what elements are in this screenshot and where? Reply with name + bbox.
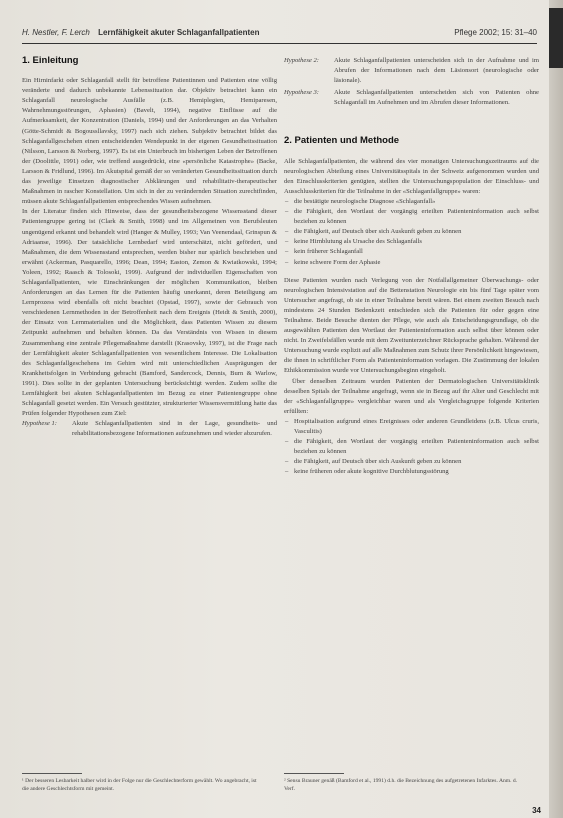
footnote-right: ² Sensu Brauner genäß (Bamford et al., 1991) d.h. die Bezeichnung des aufgetretenen Infarktes. Anm. d. Verf. <box>284 778 518 792</box>
section-heading-einleitung: 1. Einleitung <box>22 55 79 66</box>
criterion-item: – keine früheren oder akute kognitive Durchblutungsstörung <box>294 467 539 477</box>
comparison-criteria-list <box>284 417 539 478</box>
criterion-item: – kein früherer Schlaganfall <box>294 247 539 257</box>
hypothesis-label: Hypothese 2: <box>284 57 319 64</box>
criterion-item: – keine Hirnblutung als Ursache des Schlaganfalls <box>294 237 539 247</box>
hypothesis-label: Hypothese 3: <box>284 89 319 97</box>
method-paragraph-3: Über denselben Zeitraum wurden Patienten der Dermatologischen Universitätsklinik desselben Spitals der Teilnahme angefragt, wenn sie in Bezug auf ihr Alter und Geschlecht mit der «Schlaganfallgruppe» vergleichbar waren und als Vergleichsgruppe folgende Kriterien erfüllten: <box>284 377 539 415</box>
hypothesis-text: Akute Schlaganfallpatienten sind in der Lage, gesundheits- und rehabilitationsbezogene Informationen aufzunehmen und wieder abzurufen. <box>72 420 277 438</box>
criterion-item: – die bestätigte neurologische Diagnose «Schlaganfall» <box>294 197 539 207</box>
footnote-left: ¹ Der besseren Lesbarkeit halber wird in der Folge nur die Geschlechterform gewählt. Wo angebracht, ist die andere Geschlechtsform mit gemeint. <box>22 778 257 792</box>
hypothesis-2 <box>284 56 539 86</box>
page-number: 34 <box>532 806 541 815</box>
criterion-item: – keine schwere Form der Aphasie <box>294 258 539 268</box>
hypothesis-text: Akute Schlaganfallpatienten unterscheiden sich von Patienten ohne Schlaganfall im Aufnehmen und im Abrufen dieser Informationen. <box>334 89 539 107</box>
hypothesis-text: Akute Schlaganfallpatienten unterscheiden sich in der Aufnahme und im Abrufen der Informationen nach dem Läsionsort (neurologische oder läsionale). <box>334 57 539 85</box>
footnote-rule-left <box>22 773 82 774</box>
header-reference: Pflege 2002; 15: 31–40 <box>454 28 537 37</box>
criterion-item: – Hospitalisation aufgrund eines Ereignisses oder anderen Grundleidens (z.B. Ulcus cruris, Vasculitis) <box>294 417 539 437</box>
method-paragraph-1: Alle Schlaganfallpatienten, die während des vier monatigen Untersuchungszeitraums auf die neurologischen Abteilung eines Universitätsspitals in der Schweiz aufgenommen wurden und den Einschlusskriterien genügten, stellten die Untersuchungspopulation der Einschluss- und Ausschlusskriterien für die Teilnahme in der «Schlaganfallgruppe» waren: <box>284 157 539 195</box>
running-header <box>22 28 537 42</box>
criterion-item: – die Fähigkeit, den Wortlaut der vorgängig erteilten Patienteninformation auch selbst beziehen zu können <box>294 207 539 227</box>
header-title: Lernfähigkeit akuter Schlaganfallpatienten <box>98 28 260 37</box>
page-spine <box>549 0 563 818</box>
method-paragraph-2: Diese Patienten wurden nach Verlegung von der Notfallallgemeiner Überwachungs- oder neurologischen Intensivstation auf die Bettenstation Neurologie ein bis fünf Tage später vom Untersucher angefragt, ob sie in einer Teilnahme bereit wären. Bei einem zweiten Besuch nach mindestens 24 Stunden Bedenkzeit entschieden sich die Patienten für oder gegen eine Teilnahme. Beide Besuche dienten der Pflege, wie auch als Entscheidungsgrundlage, ob die ausgewählten Patienten den Wortlaut der Patienteninformation auch selbst über können oder nicht. In Zweifelsfällen wurde mit dem Zweitunterzeichner Rücksprache gehalten. Während der Untersuchung wurde explizit auf alle Maßnahmen zum Schutz ihrer Persönlichkeit hingewiesen, die ihnen in schriftlicher Form als Patienteninformation vorlagen. Die Zustimmung der lokalen Ethikkommission wurde vor Untersuchungsbeginn eingeholt. <box>284 276 539 375</box>
section-heading-methode: 2. Patienten und Methode <box>284 135 400 147</box>
header-rule <box>22 43 537 44</box>
criterion-item: – die Fähigkeit, auf Deutsch über sich Auskunft geben zu können <box>294 227 539 237</box>
criterion-item: – die Fähigkeit, den Wortlaut der vorgängig erteilten Patienteninformation auch selbst beziehen zu können <box>294 437 539 457</box>
edge-tab <box>549 8 563 68</box>
intro-paragraph-2: In der Literatur finden sich Hinweise, dass der gesundheitsbezogene Wissensstand dieser Patientengruppe gering ist (Clark & Smith, 1998) und im Allgemeinen von Berufsleuten ungenügend erkannt und behandelt wird (Hanger & Mulley, 1993; Van Veenendaal, Grinspun & Adriaanse, 1996). Der tatsächliche Lernbedarf wird unterschätzt, nicht gefördert, und Maßnahmen, die dem Wissensstand entsprechen, werden bisher nur spärlich beschrieben und erwähnt (Ackerman, Pasquarello, 1996; Dean, 1994; Easton, Zemon & Kwiatkowski, 1994; Yoleen, 1992; Raasch & Tolosoki, 1999). Aufgrund der individuellen Eigenschaften von Schlaganfallpatienten, wie Einschränkungen der möglichen Kommunikation, bleiben Anforderungen an das Lernen für die Patienten häufig unerkannt, deren Beteiligung am Lernprozess wird ebenfalls oft nicht beachtet (Opstad, 1997), sowie der Gebrauch von verschiedenen Lernmethoden in der Betroffenheit nach dem Ereignis (Heidt & Smith, 2000), der Einsatz von Lernmaterialien und die Möglichkeit, dass Patienten Wissen zu diesem Zeitpunkt aufnehmen und behalten können. Da das Verständnis von Wissen in diesem Zusammenhang eine zentrale Pflegemaßnahme darstellt (Krasovsky, 1997), ist die Frage nach der Lernfähigkeit akuter Schlaganfallpatienten von wesentlichem Interesse. Die Lokalisation des Schlaganfallgeschehens im Gehirn wird mit unterschiedlichen Ausprägungen der Krankheitsfolgen in Verbindung gebracht (Bamford, Sandercock, Dennis, Burn & Warlow, 1991). Dies sollte in der geplanten Untersuchung berücksichtigt werden. Zudem sollte die Lernfähigkeit bei akuten Schlaganfallpatienten im Bezug zu einer Patientengruppe ohne Schlaganfall gesetzt werden. Ein Versuch gestützter, strukturierter Wissensvermittlung hatte das Prüfen folgender Hypothesen zum Ziel: <box>22 208 277 418</box>
left-column <box>22 56 277 441</box>
header-authors: H. Nestler, F. Lerch <box>22 28 90 37</box>
criterion-item: – die Fähigkeit, auf Deutsch über sich Auskunft geben zu können <box>294 457 539 467</box>
hypothesis-1 <box>22 419 277 439</box>
right-column <box>284 56 539 477</box>
footnote-rule-right <box>284 773 344 774</box>
hypothesis-label: Hypothese 1: <box>22 420 57 428</box>
intro-paragraph-1: Ein Hirninfarkt oder Schlaganfall stellt für betroffene Patientinnen und Patienten eine völlig veränderte und dadurch unbekannte Lebenssituation dar. Objektiv betrachtet kann ein Schlaganfall neurologische Ausfälle (z.B. Hemiplegien, Hemiparesen, Wahrnehmungsstörungen, Aphasien) (Bavelt, 1994), negative Einflüsse auf die Aufmerksamkeit, der Konzentration (Daniels, 1994) und der Anforderungen an das Verhalten (Götte-Schmidt & Bogoussllavsky, 1997) nach sich ziehen. Subjektiv betrachtet bildet das Schlaganfallgeschehen einen entscheidenden Wendepunkt in der eigenen Gesundheitssituation (Nilsson, Larsson & Norberg, 1997). Es ist ein Unterbruch im bisherigen Leben der Betroffenen der (Doolittle, 1991) oder, wie treffend ausgedrückt, eine «persönliche Katastrophe» (Backe, Larsson & Fridlund, 1996). Im Akutspital gemäß der so veränderten Gesundheitssituation durch das jeweilige Einsetzen diagnostischer Abklärungen und rehabilitativ-therapeutischer Maßnahmen in rascher Konstellation. Um sich in der zu verändernden Situation zurechtfinden, müssen akute Schlaganfallpatienten entsprechendes Wissen aufnehmen. <box>22 77 277 206</box>
hypothesis-3 <box>284 88 539 108</box>
inclusion-criteria-list <box>284 197 539 268</box>
